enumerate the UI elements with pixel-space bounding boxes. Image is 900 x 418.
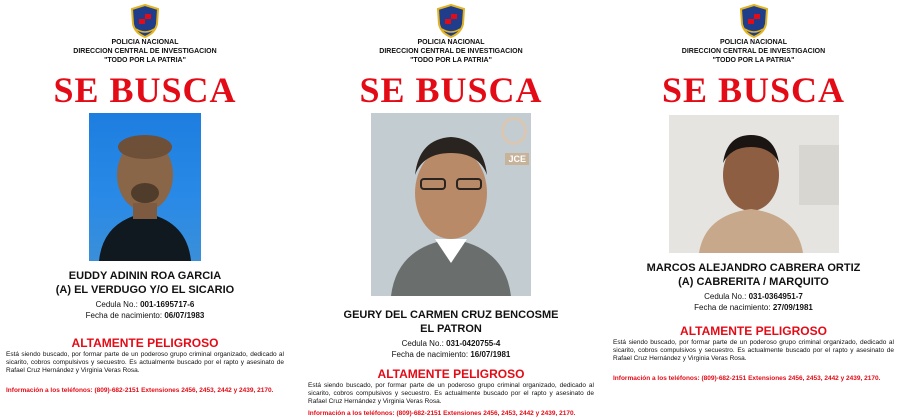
org-line-3: "TODO POR LA PATRIA"	[712, 57, 795, 64]
headline: SE BUSCA	[359, 70, 543, 110]
cedula-row	[0, 299, 290, 310]
jce-emblem-icon	[501, 117, 527, 145]
cedula-value: 001-1695717-6	[140, 300, 195, 309]
org-line-3: "TODO POR LA PATRIA"	[410, 57, 492, 64]
cedula-row	[607, 291, 900, 302]
org-line-3: "TODO POR LA PATRIA"	[104, 57, 186, 64]
cedula-label: Cedula No.:	[704, 292, 747, 301]
suspect-name: GEURY DEL CARMEN CRUZ BENCOSME	[343, 309, 559, 321]
suspect-alias: EL PATRON	[420, 323, 482, 335]
cedula-value: 031-0420755-4	[446, 339, 501, 348]
police-seal-icon	[130, 4, 160, 38]
suspect-name: EUDDY ADININ ROA GARCIA	[68, 270, 222, 282]
suspect-photo	[371, 113, 531, 296]
cedula-label: Cedula No.:	[95, 300, 138, 309]
org-line-1: POLICIA NACIONAL	[719, 39, 788, 46]
police-seal-icon	[436, 4, 466, 38]
jce-badge: JCE	[505, 153, 529, 165]
org-line-1: POLICIA NACIONAL	[417, 39, 485, 46]
contact-phones: Información a los teléfonos: (809)-682-2151 Extensiones 2456, 2453, 2442 y 2439, 2170.	[613, 375, 881, 382]
dob-value: 06/07/1983	[164, 311, 205, 320]
org-line-2: DIRECCION CENTRAL DE INVESTIGACION	[681, 48, 826, 55]
org-line-1: POLICIA NACIONAL	[111, 39, 179, 46]
wanted-poster-2	[302, 0, 600, 418]
description: Está siendo buscado, por formar parte de un poderoso grupo criminal organizado, dedicado al sicarito, cobros compulsivos y secuestro. Es actualmente buscado por el rapto y asesinato de Rafael Cruz Hernández y Virginia Veras Rosa.	[308, 382, 594, 405]
dob-row	[0, 310, 290, 321]
headline: SE BUSCA	[661, 70, 846, 110]
org-line-2: DIRECCION CENTRAL DE INVESTIGACION	[73, 48, 217, 55]
suspect-photo	[669, 115, 839, 253]
police-seal-icon	[739, 4, 769, 38]
suspect-photo	[89, 113, 201, 261]
org-line-2: DIRECCION CENTRAL DE INVESTIGACION	[379, 48, 523, 55]
dob-value: 27/09/1981	[772, 303, 813, 312]
dob-row	[607, 302, 900, 313]
wanted-poster-3	[607, 0, 900, 418]
dob-row	[302, 349, 600, 360]
suspect-name: MARCOS ALEJANDRO CABRERA ORTIZ	[646, 262, 861, 274]
cedula-value: 031-0364951-7	[748, 292, 803, 301]
cedula-row	[302, 338, 600, 349]
contact-phones: Información a los teléfonos: (809)-682-2151 Extensiones 2456, 2453, 2442 y 2439, 2170.	[6, 387, 274, 394]
wanted-poster-1	[0, 0, 290, 418]
description: Está siendo buscado, por formar parte de un poderoso grupo criminal organizado, dedicado al sicarito, cobros compulsivos y secuestro. Es actualmente buscado por el rapto y asesinato de Rafael Cruz Hernández y Virginia Veras Rosa.	[6, 351, 284, 374]
dob-label: Fecha de nacimiento:	[694, 303, 771, 312]
dob-label: Fecha de nacimiento:	[391, 350, 469, 359]
cedula-label: Cedula No.:	[401, 339, 444, 348]
description: Está siendo buscado, por formar parte de un poderoso grupo criminal organizado, dedicado al sicarito, cobros compulsivos y secuestro. Es actualmente buscado por el rapto y asesinato de Rafael Cruz Hernández y Virginia Veras Rosa.	[613, 339, 894, 362]
headline: SE BUSCA	[53, 70, 237, 110]
danger-warning: ALTAMENTE PELIGROSO	[680, 324, 827, 338]
danger-warning: ALTAMENTE PELIGROSO	[377, 367, 525, 381]
dob-label: Fecha de nacimiento:	[85, 311, 163, 320]
contact-phones: Información a los teléfonos: (809)-682-2151 Extensiones 2456, 2453, 2442 y 2439, 2170.	[308, 410, 576, 417]
suspect-alias: (A) CABRERITA / MARQUITO	[678, 276, 829, 288]
dob-value: 16/07/1981	[470, 350, 511, 359]
suspect-alias: (A) EL VERDUGO Y/O EL SICARIO	[55, 284, 235, 296]
danger-warning: ALTAMENTE PELIGROSO	[71, 336, 219, 350]
